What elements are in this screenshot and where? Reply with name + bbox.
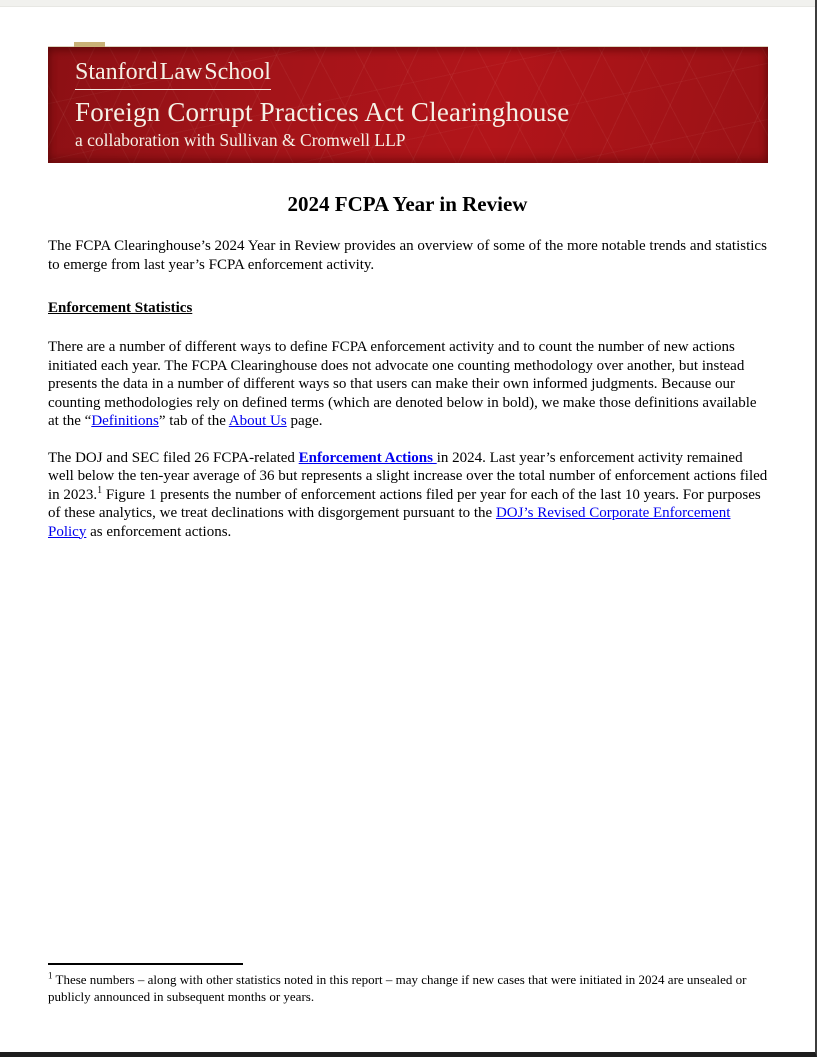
- about-us-link[interactable]: About Us: [228, 413, 287, 429]
- footnote-separator: [48, 963, 243, 965]
- footnote-reference: 1: [48, 970, 53, 981]
- clearinghouse-title: Foreign Corrupt Practices Act Clearinghouse: [75, 97, 570, 128]
- definitions-link[interactable]: Definitions: [91, 413, 159, 429]
- section-heading-enforcement-statistics: Enforcement Statistics: [48, 300, 193, 316]
- collaboration-subtitle: a collaboration with Sullivan & Cromwell LLP: [75, 129, 406, 150]
- header-banner: [48, 46, 768, 163]
- footnote-text: $^1$ These numbers – along with other statistics noted in this report – may change if new cases that were initiated in 2024 are unsealed or publicly announced in subsequent months or years.: [48, 970, 747, 1004]
- footnote-area: [48, 963, 768, 1005]
- doj-revised-cep-link[interactable]: DOJ’s Revised Corporate Enforcement Policy: [48, 505, 731, 540]
- banner-top-tab: [74, 42, 105, 47]
- enforcement-actions-link[interactable]: Enforcement Actions: [298, 449, 437, 466]
- document-body: [0, 192, 815, 541]
- intro-paragraph: The FCPA Clearinghouse’s 2024 Year in Review provides an overview of some of the more notable trends and statistics to emerge from last year’s FCPA enforcement activity.: [48, 238, 767, 273]
- stanford-law-school-wordmark: Stanford Law School: [75, 60, 271, 90]
- viewer-top-edge: [0, 0, 815, 7]
- enforcement-actions-paragraph: The DOJ and SEC filed 26 FCPA-related Enforcement Actions in 2024. Last year’s enforcement activity remained well below the ten-year average of 36 but represents a slight increase over the total number of enforcement actions filed in 2023.$^1$ Figure 1 presents the number of enforcement actions filed per year for each of the last 10 years. For purposes of these analytics, we treat declinations with disgorgement pursuant to the DOJ’s Revised Corporate Enforcement Policy as enforcement actions.: [48, 449, 768, 540]
- page-title: 2024 FCPA Year in Review: [287, 192, 528, 216]
- footnote-reference: 1: [97, 484, 103, 496]
- methodology-paragraph: There are a number of different ways to define FCPA enforcement activity and to count the number of new actions initiated each year. The FCPA Clearinghouse does not advocate one counting methodology over another, but instead presents the data in a number of different ways so that users can make their own informed judgments. Because our counting methodologies rely on defined terms (which are denoted below in bold), we make those definitions available at the “Definitions” tab of the About Us page.: [48, 339, 757, 429]
